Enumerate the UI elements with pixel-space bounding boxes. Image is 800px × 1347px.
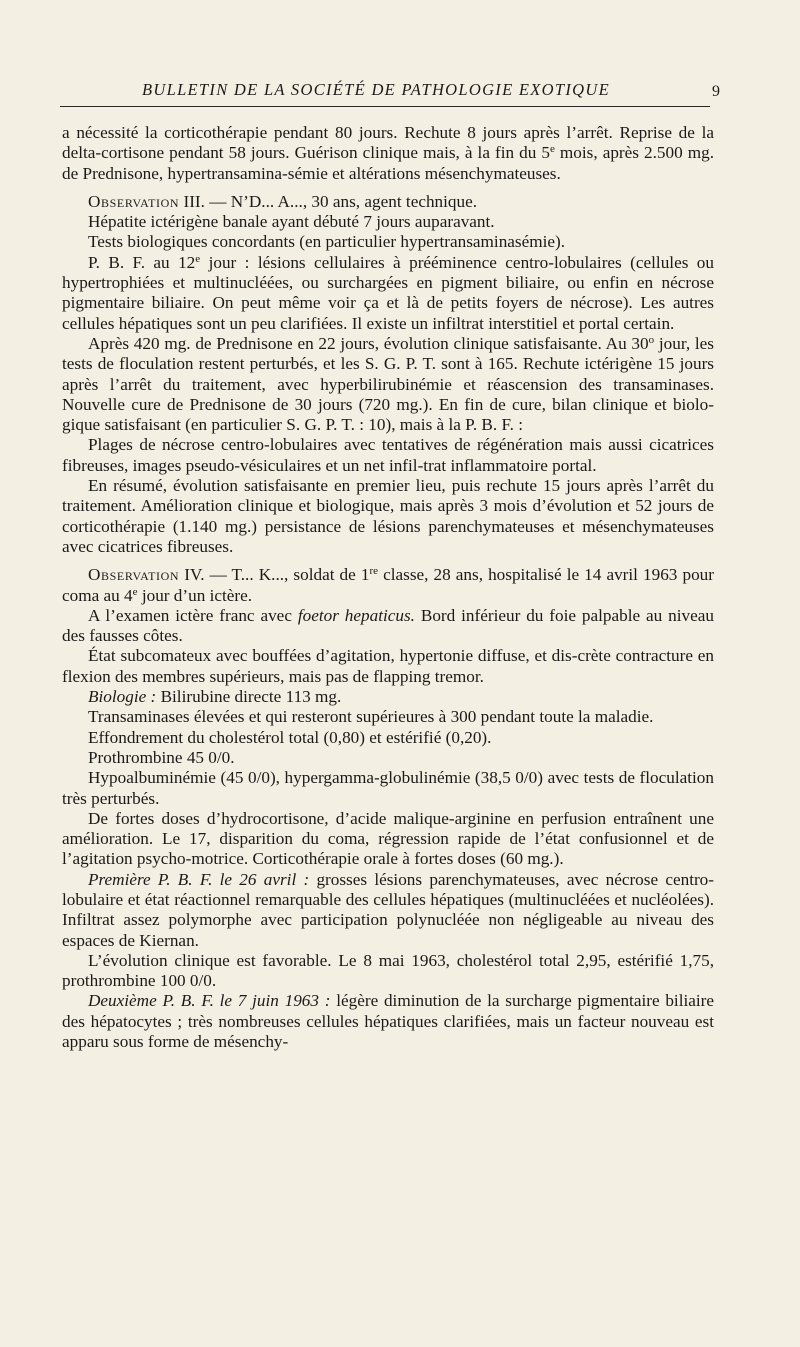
paragraph: Prothrombine 45 0/0. — [88, 747, 235, 767]
paragraph: Hypoalbuminémie (45 0/0), hypergamma-globulinémie (38,5 0/0) avec tests de floculation très perturbés. — [62, 768, 714, 808]
paragraph: De fortes doses d’hydrocortisone, d’acide malique-arginine en perfusion entraînent une amélioration. Le 17, disparition du coma, régression rapide de l’état confusionnel et de l’agitation psycho-motrice. Corticothérapie orale à fortes doses (60 mg.). — [62, 808, 714, 869]
paragraph: Transaminases élevées et qui resteront supérieures à 300 pendant toute la maladie. — [88, 707, 654, 727]
paragraph: État subcomateux avec bouffées d’agitation, hypertonie diffuse, et dis-crète contracture en flexion des membres supérieurs, mais pas de flapping tremor. — [62, 646, 714, 686]
paragraph: Première P. B. F. le 26 avril : grosses lésions parenchymateuses, avec nécrose centro-lobulaire et état réactionnel remarquable des cellules hépatiques (multinucléées et nucléolées). Infiltrat assez polymorphe avec participation polynucléée non négligeable au niveau des espaces de Kiernan. — [62, 869, 715, 950]
page-number: 9 — [712, 83, 720, 100]
paragraph: P. B. F. au 12e jour : lésions cellulaires à prééminence centro-lobulaires (cellules ou hypertrophiées et multinucléées, ou surchargées en pigment biliaire, ou enfin en nécrose pigmentaire biliaire. On peut même voir ça et là de petits foyers de nécrose). Les autres cellules hépatiques sont un peu clarifiées. Il existe un infiltrat interstitiel et portal certain. — [62, 252, 714, 333]
observation-label: Observation — [88, 565, 180, 585]
paragraph: Deuxième P. B. F. le 7 juin 1963 : légère diminution de la surcharge pigmentaire biliaire des hépatocytes ; très nombreuses cellules hépatiques clarifiées, mais un facteur nouveau est apparu sous forme de mésenchy- — [62, 991, 715, 1052]
paragraph: En résumé, évolution satisfaisante en premier lieu, puis rechute 15 jours après l’arrêt du traitement. Amélioration clinique et biologique, mais après 3 mois d’évolution et 52 jours de corticothérapie (1.140 mg.) persistance de lésions parenchymateuses et mésenchymateuses avec cicatrices fibreuses. — [62, 476, 714, 556]
paragraph: Plages de nécrose centro-lobulaires avec tentatives de régénération mais aussi cicatrices fibreuses, images pseudo-vésiculaires et un net infil-trat inflammatoire portal. — [62, 435, 714, 475]
paragraph: Après 420 mg. de Prednisone en 22 jours, évolution clinique satisfaisante. Au 30$^o$ jour, les tests de floculation restent perturbés, et les S. G. P. T. sont à 165. Rechute ictérigène 15 jours après l’arrêt du traitement, avec hyperbilirubinémie et réascension des transaminases. Nouvelle cure de Prednisone de 30 jours (720 mg.). En fin de cure, bilan clinique et biolo-gique satisfaisant (en particulier S. G. P. T. : 10), mais à la P. B. F. : — [62, 333, 714, 435]
article-body — [62, 123, 714, 1052]
observation-heading: Observation IV. — T... K..., soldat de 1re classe, 28 ans, hospitalisé le 14 avril 1963 pour coma au 4e jour d’un ictère. — [62, 565, 714, 605]
paragraph: a nécessité la corticothérapie pendant 80 jours. Rechute 8 jours après l’arrêt. Reprise de la delta-cortisone pendant 58 jours. Guérison clinique mais, à la fin du 5e mois, après 2.500 mg. de Prednisone, hypertransamina-sémie et altérations mésenchymateuses. — [62, 123, 714, 183]
paragraph: Hépatite ictérigène banale ayant débuté 7 jours auparavant. — [88, 212, 495, 232]
observation-heading: Observation III. — N’D... A..., 30 ans, agent technique. — [88, 191, 478, 211]
journal-title: BULLETIN DE LA SOCIÉTÉ DE PATHOLOGIE EXOTIQUE — [142, 80, 610, 99]
paragraph: Biologie : Bilirubine directe 113 mg. — [88, 687, 342, 707]
paragraph: Effondrement du cholestérol total (0,80) et estérifié (0,20). — [88, 727, 492, 747]
paragraph: A l’examen ictère franc avec foetor hepaticus. Bord inférieur du foie palpable au niveau des fausses côtes. — [62, 605, 714, 646]
running-header — [60, 78, 720, 107]
paragraph: L’évolution clinique est favorable. Le 8 mai 1963, cholestérol total 2,95, estérifié 1,75, prothrombine 100 0/0. — [62, 950, 714, 991]
paragraph: Tests biologiques concordants (en particulier hypertransaminasémie). — [88, 232, 566, 252]
observation-label: Observation — [88, 191, 180, 211]
